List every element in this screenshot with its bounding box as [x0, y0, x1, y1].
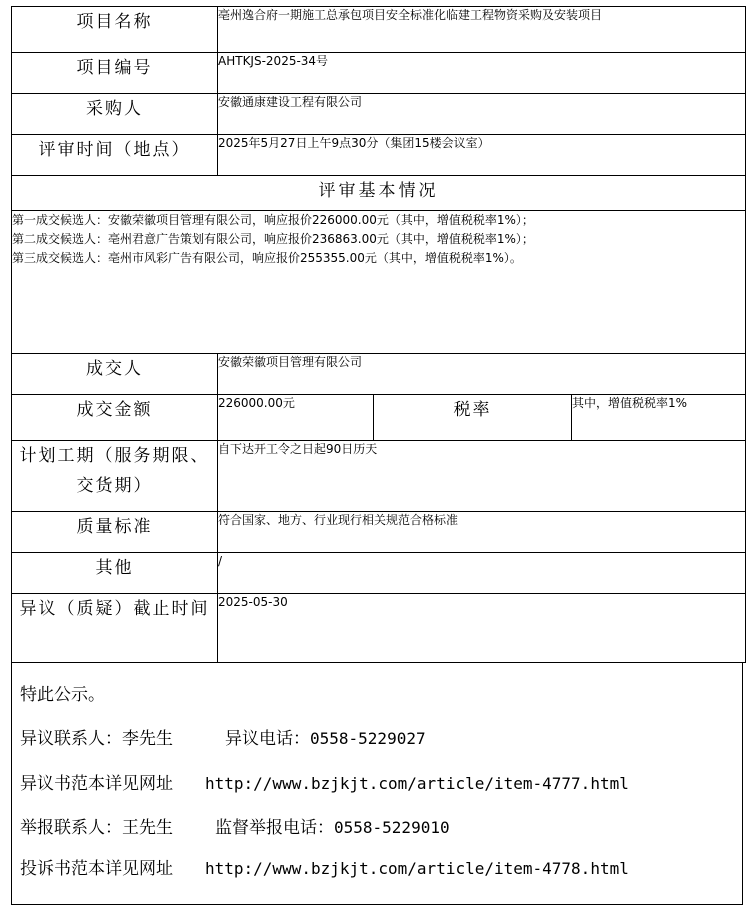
winner-label: 成交人 — [12, 354, 218, 395]
project-code-value: AHTKJS-2025-34号 — [218, 53, 746, 94]
objection-phone: 0558-5229027 — [310, 729, 426, 748]
row-period — [12, 441, 746, 512]
row-objection-deadline — [12, 594, 746, 663]
objection-contact-line — [20, 724, 426, 749]
report-phone-label: 监督举报电话： — [215, 818, 334, 838]
report-contact-line — [20, 813, 450, 838]
row-project-code — [12, 53, 746, 94]
review-time-value: 2025年5月27日上午9点30分（集团15楼会议室） — [218, 135, 746, 176]
candidate-2: 第二成交候选人：亳州君意广告策划有限公司，响应报价236863.00元（其中，增值税税率1%）； — [12, 232, 534, 246]
objection-deadline-value: 2025-05-30 — [218, 594, 746, 663]
amount-label: 成交金额 — [12, 395, 218, 441]
report-phone: 0558-5229010 — [334, 818, 450, 837]
objection-contact: 异议联系人：李先生 — [20, 729, 173, 749]
amount-value: 226000.00元 — [218, 395, 374, 441]
purchaser-label: 采购人 — [12, 94, 218, 135]
review-time-label: 评审时间（地点） — [12, 135, 218, 176]
objection-template-label: 异议书范本详见网址 — [20, 774, 173, 794]
candidate-list — [12, 211, 746, 354]
row-other — [12, 553, 746, 594]
result-table — [11, 6, 746, 663]
quality-label: 质量标准 — [12, 512, 218, 553]
tax-rate-label: 税率 — [374, 395, 572, 441]
other-value: / — [218, 553, 746, 594]
complaint-template-line — [20, 854, 629, 879]
objection-phone-label: 异议电话： — [225, 729, 310, 749]
tax-rate-value: 其中，增值税税率1% — [572, 395, 746, 441]
row-review-time — [12, 135, 746, 176]
row-quality — [12, 512, 746, 553]
project-code-label: 项目编号 — [12, 53, 218, 94]
report-contact: 举报联系人：王先生 — [20, 818, 173, 838]
row-winner — [12, 354, 746, 395]
other-label: 其他 — [12, 553, 218, 594]
objection-template-line — [20, 769, 629, 794]
project-name-label: 项目名称 — [12, 7, 218, 53]
complaint-template-link[interactable]: http://www.bzjkjt.com/article/item-4778.html — [205, 859, 629, 878]
quality-value: 符合国家、地方、行业现行相关规范合格标准 — [218, 512, 746, 553]
notice-block — [11, 662, 743, 905]
notice-heading: 特此公示。 — [20, 685, 105, 705]
period-value: 自下达开工令之日起90日历天 — [218, 441, 746, 512]
objection-template-link[interactable]: http://www.bzjkjt.com/article/item-4777.html — [205, 774, 629, 793]
row-purchaser — [12, 94, 746, 135]
row-candidates — [12, 211, 746, 354]
objection-deadline-label: 异议（质疑）截止时间 — [12, 594, 218, 663]
project-name-value: 亳州逸合府一期施工总承包项目安全标准化临建工程物资采购及安装项目 — [218, 7, 746, 53]
candidate-1: 第一成交候选人：安徽荣徽项目管理有限公司，响应报价226000.00元（其中，增值税税率1%）； — [12, 213, 534, 227]
row-project-name — [12, 7, 746, 53]
review-section-title: 评审基本情况 — [12, 176, 746, 211]
purchaser-value: 安徽通康建设工程有限公司 — [218, 94, 746, 135]
winner-value: 安徽荣徽项目管理有限公司 — [218, 354, 746, 395]
candidate-3: 第三成交候选人：亳州市风彩广告有限公司，响应报价255355.00元（其中，增值税税率1%）。 — [12, 251, 522, 265]
period-label: 计划工期（服务期限、交货期） — [12, 441, 218, 512]
row-amount — [12, 395, 746, 441]
complaint-template-label: 投诉书范本详见网址 — [20, 859, 173, 879]
row-review-banner — [12, 176, 746, 211]
